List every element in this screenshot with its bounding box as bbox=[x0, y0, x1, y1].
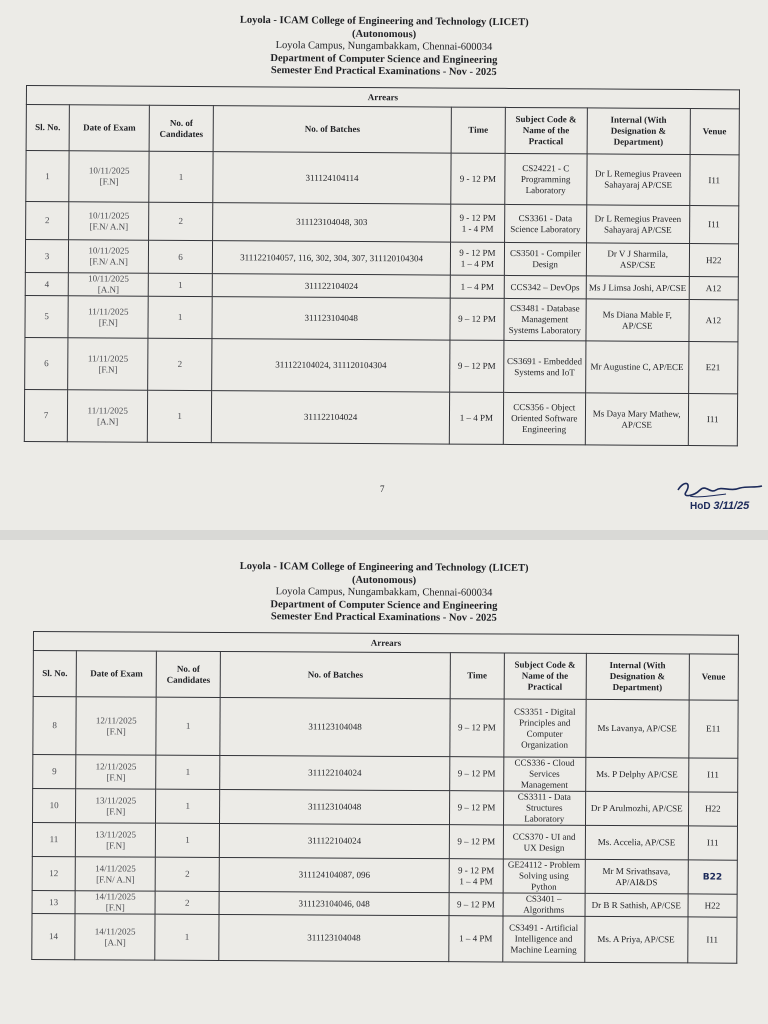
cell-subject bbox=[503, 859, 585, 893]
cell-subject-text: GE24112 - Problem Solving using Python bbox=[507, 859, 581, 892]
cell-subject bbox=[504, 275, 586, 299]
cell-venue-text: I11 bbox=[708, 219, 720, 230]
page-number: 7 bbox=[380, 484, 385, 494]
table-row bbox=[26, 202, 739, 244]
col-header-candidates: No. of Candidates bbox=[149, 105, 213, 151]
cell-candidates-text: 2 bbox=[177, 358, 183, 369]
cell-candidates bbox=[148, 390, 212, 442]
exam-time: 9 – 12 PM bbox=[457, 722, 496, 733]
exam-date: 10/11/2025 bbox=[88, 209, 130, 221]
table-row bbox=[33, 697, 738, 759]
cell-internal-text: Ms. P Delphy AP/CSE bbox=[596, 768, 678, 780]
cell-internal-text: Ms Diana Mable F, AP/CSE bbox=[602, 309, 672, 331]
cell-venue bbox=[688, 758, 738, 792]
cell-candidates bbox=[148, 296, 212, 338]
col-header-time: Time bbox=[450, 653, 504, 699]
exam-date: 11/11/2025 bbox=[87, 352, 129, 364]
exam-date: 13/11/2025 bbox=[95, 794, 137, 806]
department-name: Department of Computer Science and Engineering bbox=[270, 52, 498, 66]
cell-candidates-text: 2 bbox=[184, 897, 190, 908]
cell-sl-no-text: 10 bbox=[49, 800, 59, 811]
exam-session: [F.N] bbox=[99, 176, 119, 187]
cell-time bbox=[450, 275, 504, 298]
cell-sl-no bbox=[33, 755, 76, 789]
cell-candidates-text: 1 bbox=[184, 931, 190, 942]
col-header-time: Time bbox=[451, 107, 505, 153]
cell-sl-no-text: 8 bbox=[52, 720, 57, 731]
exam-date: 10/11/2025 bbox=[88, 245, 130, 256]
hod-label: HoD bbox=[690, 501, 711, 512]
cell-time bbox=[451, 153, 505, 204]
table-row bbox=[32, 823, 737, 861]
cell-candidates-text: 1 bbox=[185, 720, 191, 731]
college-address: Loyola Campus, Nungambakkam, Chennai-600034 bbox=[275, 586, 493, 599]
exam-time: 9 – 12 PM bbox=[457, 768, 496, 779]
cell-subject-text: CS3691 - Embedded Systems and IoT bbox=[507, 355, 583, 377]
cell-sl-no-text: 7 bbox=[43, 410, 49, 421]
cell-batches-text: 311124104087, 096 bbox=[298, 869, 371, 880]
cell-batches-text: 311122104024 bbox=[308, 767, 362, 778]
cell-venue bbox=[689, 155, 739, 206]
table-row bbox=[32, 789, 737, 827]
table-row bbox=[26, 151, 739, 206]
cell-batches bbox=[212, 297, 451, 340]
table-row bbox=[25, 337, 738, 393]
cell-subject-text: CS3401 – Algorithms bbox=[523, 893, 565, 915]
cell-candidates bbox=[149, 151, 213, 202]
col-header-date: Date of Exam bbox=[69, 105, 149, 151]
cell-batches-text: 311123104048 bbox=[308, 721, 362, 732]
cell-batches-text: 311122104024, 311120104304 bbox=[275, 359, 387, 371]
cell-date bbox=[67, 390, 147, 442]
table-body bbox=[24, 151, 739, 446]
cell-subject-text: CS3481 - Database Management Systems Laboratory bbox=[508, 302, 581, 336]
cell-candidates bbox=[149, 202, 213, 240]
exam-time: 9 - 12 PM 1 - 4 PM bbox=[459, 212, 496, 234]
col-header-sl-no: Sl. No. bbox=[33, 651, 76, 697]
cell-date bbox=[68, 240, 148, 273]
cell-internal-text: Ms Lavanya, AP/CSE bbox=[597, 722, 677, 734]
cell-subject-text: CS3351 - Digital Principles and Computer Organization bbox=[513, 706, 576, 750]
col-header-subject: Subject Code & Name of the Practical bbox=[505, 107, 587, 154]
cell-internal bbox=[586, 276, 689, 300]
department-name: Department of Computer Science and Engineering bbox=[270, 598, 498, 612]
table-row bbox=[24, 389, 737, 445]
exam-time: 9 – 12 PM bbox=[457, 802, 496, 813]
cell-batches-text: 311123104048, 303 bbox=[296, 216, 368, 228]
cell-batches bbox=[219, 891, 449, 915]
cell-sl-no bbox=[25, 337, 68, 389]
exam-date: 11/11/2025 bbox=[87, 404, 128, 416]
cell-venue bbox=[688, 700, 738, 758]
cell-subject bbox=[503, 825, 585, 859]
col-header-internal: Internal (With Designation & Department) bbox=[586, 653, 689, 700]
cell-sl-no-text: 13 bbox=[49, 896, 59, 907]
cell-date bbox=[76, 697, 156, 755]
cell-time bbox=[449, 859, 503, 893]
cell-internal bbox=[585, 893, 688, 917]
exam-date: 14/11/2025 bbox=[94, 891, 136, 902]
exam-title: Semester End Practical Examinations - Nov - 2025 bbox=[270, 65, 497, 79]
cell-batches bbox=[219, 823, 449, 858]
cell-venue-text: I11 bbox=[706, 414, 719, 425]
exam-date: 14/11/2025 bbox=[95, 862, 136, 874]
cell-internal bbox=[585, 393, 688, 446]
cell-venue bbox=[688, 894, 738, 917]
cell-batches bbox=[220, 755, 450, 790]
cell-candidates-text: 1 bbox=[178, 171, 184, 182]
exam-time: 9 – 12 PM bbox=[457, 836, 496, 847]
cell-venue bbox=[688, 792, 738, 826]
cell-venue-text: I11 bbox=[706, 934, 719, 945]
cell-date bbox=[75, 891, 155, 914]
cell-venue-text: E21 bbox=[705, 362, 721, 373]
table-row bbox=[33, 755, 738, 793]
cell-subject bbox=[504, 298, 586, 341]
cell-sl-no-text: 11 bbox=[49, 834, 59, 845]
cell-sl-no bbox=[25, 295, 68, 337]
cell-batches bbox=[219, 857, 449, 892]
exam-time: 1 – 4 PM bbox=[459, 412, 494, 423]
cell-date bbox=[68, 273, 148, 296]
cell-time bbox=[450, 298, 504, 340]
cell-venue bbox=[688, 394, 738, 446]
cell-subject-text: CCS370 - UI and UX Design bbox=[512, 831, 576, 853]
cell-venue-text: B22 bbox=[702, 872, 723, 883]
cell-internal bbox=[585, 791, 688, 826]
cell-batches-text: 311123104048 bbox=[307, 801, 362, 812]
cell-internal-text: Mr Augustine C, AP/ECE bbox=[590, 361, 684, 373]
cell-venue bbox=[688, 826, 738, 860]
table-row bbox=[32, 913, 737, 963]
cell-candidates-text: 1 bbox=[177, 311, 183, 322]
cell-internal-text: Ms. A Priya, AP/CSE bbox=[597, 933, 675, 945]
cell-batches-text: 311122104024 bbox=[303, 411, 358, 423]
cell-internal-text: Dr B R Sathish, AP/CSE bbox=[591, 899, 681, 910]
cell-batches-text: 311123104048 bbox=[304, 312, 358, 324]
col-header-sl-no: Sl. No. bbox=[26, 105, 69, 151]
cell-subject bbox=[502, 916, 584, 962]
cell-subject bbox=[504, 153, 586, 205]
cell-time bbox=[450, 757, 504, 791]
exam-session: [A.N] bbox=[104, 936, 126, 947]
cell-internal-text: Mr M Srivathsava, AP/AI&DS bbox=[602, 865, 671, 887]
cell-internal-text: Dr P Arulmozhi, AP/CSE bbox=[590, 802, 683, 814]
cell-sl-no-text: 9 bbox=[52, 766, 57, 777]
signoff-date: 3/11/25 bbox=[713, 500, 750, 512]
cell-internal bbox=[585, 825, 688, 860]
hod-signoff bbox=[690, 500, 749, 512]
cell-internal bbox=[585, 341, 688, 394]
cell-batches-text: 311122104057, 116, 302, 304, 307, 311120104304 bbox=[240, 251, 424, 263]
exam-session: [F.N] bbox=[106, 771, 126, 782]
cell-subject bbox=[503, 757, 585, 791]
document-header bbox=[0, 559, 768, 627]
cell-venue bbox=[689, 277, 739, 300]
cell-venue-text: I11 bbox=[707, 769, 719, 780]
cell-candidates-text: 1 bbox=[185, 766, 191, 777]
cell-date bbox=[68, 338, 148, 390]
cell-subject-text: CS24221 - C Programming Laboratory bbox=[520, 162, 571, 195]
col-header-subject: Subject Code & Name of the Practical bbox=[504, 653, 586, 699]
cell-candidates-text: 1 bbox=[177, 410, 182, 421]
cell-batches-text: 311123104048 bbox=[307, 932, 361, 943]
exam-session: [F.N/ A.N] bbox=[96, 873, 135, 885]
cell-time bbox=[450, 340, 504, 392]
cell-date bbox=[75, 823, 155, 857]
cell-venue-text: A12 bbox=[705, 315, 722, 326]
cell-internal bbox=[587, 154, 690, 206]
table-body bbox=[32, 697, 738, 964]
cell-sl-no-text: 6 bbox=[44, 358, 49, 369]
cell-subject bbox=[504, 204, 586, 243]
cell-candidates-text: 1 bbox=[178, 279, 183, 290]
cell-batches bbox=[213, 152, 452, 204]
college-name: Loyola - ICAM College of Engineering and Technology (LICET) bbox=[239, 14, 529, 29]
col-header-candidates: No. of Candidates bbox=[156, 651, 220, 697]
cell-internal bbox=[585, 757, 688, 792]
col-header-internal: Internal (With Designation & Department) bbox=[587, 108, 690, 155]
cell-venue bbox=[689, 206, 739, 244]
table-row bbox=[25, 295, 738, 341]
exam-session: [F.N] bbox=[106, 805, 126, 816]
cell-internal bbox=[586, 299, 689, 342]
cell-batches bbox=[219, 789, 449, 824]
cell-subject-text: CCS336 - Cloud Services Management bbox=[514, 757, 575, 790]
exam-session: [F.N] bbox=[98, 316, 118, 328]
cell-batches bbox=[212, 339, 451, 392]
table-caption: Arrears bbox=[33, 632, 738, 655]
arrears-schedule-table bbox=[31, 631, 739, 964]
cell-candidates bbox=[155, 891, 219, 914]
cell-candidates-text: 6 bbox=[178, 251, 183, 262]
cell-internal-text: Ms Daya Mary Mathew, AP/CSE bbox=[592, 407, 681, 430]
exam-session: [F.N/ A.N] bbox=[89, 220, 129, 232]
cell-internal-text: Dr L Remegius Praveen Sahayaraj AP/CSE bbox=[594, 168, 682, 190]
cell-venue bbox=[688, 342, 738, 394]
cell-internal-text: Dr L Remegius Praveen Sahayaraj AP/CSE bbox=[594, 212, 682, 235]
cell-internal bbox=[586, 205, 689, 244]
cell-venue-text: E11 bbox=[706, 723, 721, 734]
cell-candidates bbox=[155, 914, 219, 960]
exam-date: 10/11/2025 bbox=[88, 165, 130, 176]
cell-subject bbox=[503, 392, 585, 445]
exam-time: 9 – 12 PM bbox=[458, 313, 496, 324]
cell-subject bbox=[504, 242, 586, 276]
cell-venue bbox=[688, 860, 738, 894]
cell-sl-no-text: 12 bbox=[49, 868, 59, 879]
cell-subject bbox=[503, 699, 586, 757]
cell-time bbox=[449, 916, 503, 962]
exam-title: Semester End Practical Examinations - Nov - 2025 bbox=[270, 611, 497, 625]
cell-sl-no-text: 14 bbox=[48, 931, 59, 942]
cell-sl-no bbox=[25, 240, 68, 273]
cell-subject bbox=[503, 340, 585, 393]
col-header-batches: No. of Batches bbox=[213, 106, 452, 153]
exam-time: 9 - 12 PM 1 – 4 PM bbox=[459, 247, 496, 269]
exam-time: 1 – 4 PM bbox=[459, 933, 493, 944]
cell-date bbox=[68, 296, 148, 338]
cell-date bbox=[75, 914, 155, 960]
cell-venue bbox=[687, 917, 737, 963]
exam-session: [F.N/ A.N] bbox=[89, 256, 128, 267]
cell-sl-no-text: 1 bbox=[45, 170, 50, 181]
col-header-venue: Venue bbox=[689, 654, 739, 700]
cell-subject-text: CS3491 - Artificial Intelligence and Machine Learning bbox=[509, 922, 579, 955]
cell-subject-text: CS3311 - Data Structures Laboratory bbox=[517, 791, 571, 824]
cell-batches-text: 311122104024 bbox=[304, 280, 359, 291]
cell-date bbox=[75, 857, 155, 891]
exam-time: 9 – 12 PM bbox=[457, 360, 496, 371]
cell-candidates bbox=[156, 755, 220, 789]
col-header-batches: No. of Batches bbox=[220, 651, 450, 698]
college-name: Loyola - ICAM College of Engineering and Technology (LICET) bbox=[239, 560, 529, 575]
cell-internal-text: Dr V J Sharmila, ASP/CSE bbox=[607, 248, 669, 270]
exam-time: 9 – 12 PM bbox=[457, 898, 495, 909]
cell-sl-no-text: 2 bbox=[44, 215, 50, 226]
cell-sl-no bbox=[25, 272, 68, 295]
exam-date: 12/11/2025 bbox=[95, 714, 137, 726]
exam-session: [F.N] bbox=[106, 725, 126, 736]
cell-candidates bbox=[156, 823, 220, 857]
table-row bbox=[32, 856, 737, 894]
cell-sl-no bbox=[24, 389, 67, 441]
autonomous-label: (Autonomous) bbox=[351, 574, 417, 586]
cell-batches-text: 311124104114 bbox=[305, 172, 359, 183]
cell-batches bbox=[219, 914, 449, 961]
cell-time bbox=[450, 392, 504, 444]
exam-date: 12/11/2025 bbox=[95, 760, 137, 772]
cell-candidates bbox=[156, 789, 220, 823]
cell-batches bbox=[220, 697, 450, 756]
exam-session: [F.N] bbox=[106, 839, 126, 850]
cell-date bbox=[76, 789, 156, 823]
exam-session: [F.N] bbox=[98, 363, 118, 375]
cell-internal bbox=[585, 859, 688, 894]
cell-subject bbox=[503, 791, 585, 825]
document-header bbox=[0, 13, 768, 83]
cell-subject-text: CCS356 - Object Oriented Software Engineering bbox=[511, 401, 578, 435]
cell-sl-no bbox=[32, 856, 75, 890]
cell-candidates-text: 1 bbox=[185, 834, 190, 845]
cell-subject-text: CS3501 - Compiler Design bbox=[509, 247, 581, 270]
cell-sl-no-text: 5 bbox=[44, 311, 49, 322]
cell-sl-no bbox=[32, 913, 75, 959]
col-header-venue: Venue bbox=[690, 109, 740, 155]
cell-time bbox=[451, 242, 505, 275]
cell-candidates bbox=[149, 240, 213, 273]
cell-batches bbox=[212, 274, 450, 298]
cell-candidates bbox=[148, 273, 212, 296]
cell-batches bbox=[212, 241, 451, 275]
cell-sl-no bbox=[32, 890, 75, 913]
cell-candidates bbox=[155, 857, 219, 891]
cell-internal bbox=[585, 916, 688, 963]
cell-sl-no-text: 3 bbox=[44, 250, 50, 261]
cell-time bbox=[449, 893, 503, 916]
cell-venue-text: H22 bbox=[705, 803, 721, 814]
college-address: Loyola Campus, Nungambakkam, Chennai-600034 bbox=[275, 40, 493, 54]
cell-candidates bbox=[148, 338, 212, 390]
cell-batches bbox=[213, 203, 452, 242]
exam-date: 11/11/2025 bbox=[88, 305, 129, 317]
cell-internal bbox=[586, 699, 689, 758]
cell-venue-text: H22 bbox=[705, 254, 722, 265]
arrears-schedule-table bbox=[24, 85, 740, 446]
cell-candidates-text: 1 bbox=[185, 800, 191, 811]
exam-date: 10/11/2025 bbox=[88, 273, 129, 284]
cell-subject-text: CCS342 – DevOps bbox=[510, 281, 580, 292]
cell-venue-text: I11 bbox=[708, 174, 721, 185]
exam-time: 9 - 12 PM bbox=[459, 173, 497, 184]
cell-sl-no bbox=[26, 202, 69, 240]
cell-batches bbox=[211, 391, 450, 444]
cell-subject-text: CS3361 - Data Science Laboratory bbox=[510, 212, 581, 234]
cell-date bbox=[69, 202, 149, 240]
cell-sl-no bbox=[33, 697, 76, 755]
cell-sl-no bbox=[32, 823, 75, 857]
autonomous-label: (Autonomous) bbox=[351, 28, 417, 40]
col-header-date: Date of Exam bbox=[76, 651, 156, 697]
cell-venue-text: H22 bbox=[704, 900, 721, 911]
cell-candidates-text: 2 bbox=[178, 215, 184, 226]
cell-venue-text: A12 bbox=[705, 282, 722, 293]
cell-sl-no bbox=[32, 789, 75, 823]
cell-candidates bbox=[156, 697, 220, 755]
table-caption: Arrears bbox=[26, 86, 739, 109]
cell-venue-text: I11 bbox=[706, 837, 719, 848]
exam-session: [F.N] bbox=[105, 902, 125, 913]
exam-session: [A.N] bbox=[97, 284, 120, 295]
cell-batches-text: 311123104046, 048 bbox=[298, 897, 370, 909]
cell-internal bbox=[586, 243, 689, 277]
table-row bbox=[25, 240, 738, 277]
cell-sl-no-text: 4 bbox=[44, 278, 50, 289]
exam-date: 13/11/2025 bbox=[95, 828, 137, 840]
cell-date bbox=[76, 755, 156, 789]
cell-subject bbox=[503, 893, 585, 916]
cell-date bbox=[69, 151, 149, 202]
cell-time bbox=[450, 791, 504, 825]
cell-time bbox=[451, 204, 505, 242]
exam-session: [A.N] bbox=[96, 415, 119, 427]
cell-venue bbox=[689, 244, 739, 277]
cell-time bbox=[450, 699, 504, 757]
exam-time: 1 – 4 PM bbox=[460, 281, 494, 292]
cell-internal-text: Ms. Accelia, AP/CSE bbox=[597, 836, 676, 848]
cell-batches-text: 311122104024 bbox=[307, 835, 362, 846]
cell-internal-text: Ms J Limsa Joshi, AP/CSE bbox=[588, 281, 687, 293]
page-8-sheet bbox=[0, 540, 768, 1024]
cell-candidates-text: 2 bbox=[185, 868, 190, 879]
cell-time bbox=[449, 825, 503, 859]
cell-venue bbox=[689, 300, 739, 342]
cell-sl-no bbox=[26, 151, 69, 202]
exam-time: 9 - 12 PM 1 – 4 PM bbox=[457, 864, 495, 886]
exam-date: 14/11/2025 bbox=[94, 925, 136, 937]
